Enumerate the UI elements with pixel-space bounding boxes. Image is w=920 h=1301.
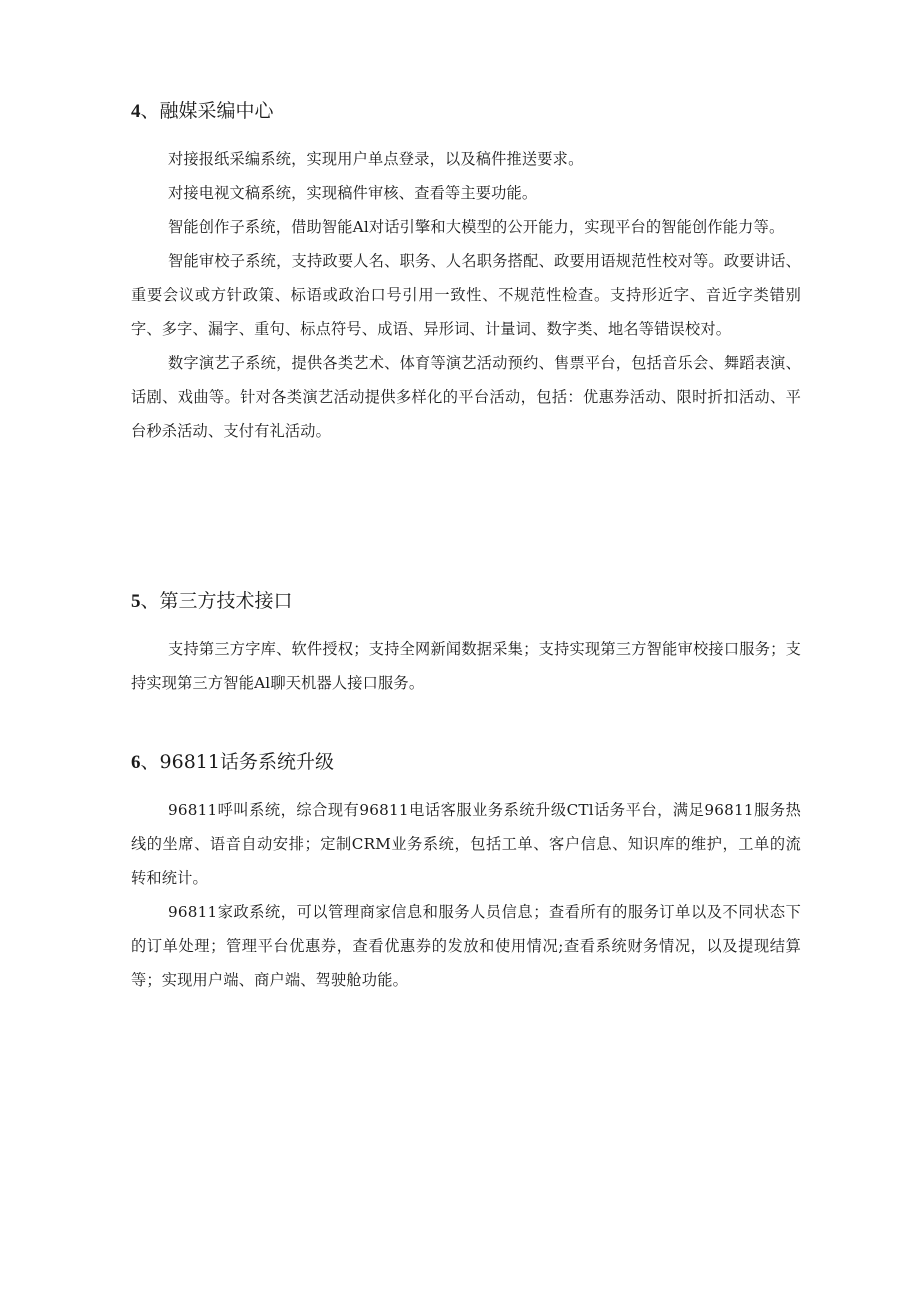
paragraph: 智能创作子系统，借助智能Al对话引擎和大模型的公开能力，实现平台的智能创作能力等。 — [168, 218, 785, 236]
section-6 — [131, 748, 801, 997]
paragraph: 96811呼叫系统，综合现有96811电话客服业务系统升级CTl话务平台，满足96811服务热线的坐席、语音自动安排；定制CRM业务系统，包括工单、客户信息、知识库的维护，工单的流转和统计。 — [131, 801, 801, 887]
section-number: 6 — [131, 752, 141, 773]
section-separator: 、 — [140, 590, 160, 612]
section-number: 4 — [131, 101, 141, 122]
section-5 — [131, 587, 801, 700]
paragraph: 对接报纸采编系统，实现用户单点登录，以及稿件推送要求。 — [168, 150, 584, 168]
section-4 — [131, 97, 801, 448]
section-body — [131, 793, 801, 997]
section-body — [131, 632, 801, 700]
section-heading — [131, 587, 801, 615]
paragraph: 支持第三方字库、软件授权；支持全网新闻数据采集；支持实现第三方智能审校接口服务；支持实现第三方智能Al聊天机器人接口服务。 — [131, 640, 801, 692]
paragraph: 数字演艺子系统，提供各类艺术、体育等演艺活动预约、售票平台，包括音乐会、舞蹈表演、话剧、戏曲等。针对各类演艺活动提供多样化的平台活动，包括：优惠券活动、限时折扣活动、平台秒杀活动、支付有礼活动。 — [131, 354, 801, 440]
section-number: 5 — [131, 591, 141, 612]
section-body — [131, 142, 801, 448]
paragraph: 智能审校子系统，支持政要人名、职务、人名职务搭配、政要用语规范性校对等。政要讲话、重要会议或方针政策、标语或政治口号引用一致性、不规范性检查。支持形近字、音近字类错别字、多字、漏字、重句、标点符号、成语、异形词、计量词、数字类、地名等错误校对。 — [131, 252, 801, 338]
section-title: 第三方技术接口 — [159, 590, 293, 612]
paragraph: 对接电视文稿系统，实现稿件审核、查看等主要功能。 — [168, 184, 538, 202]
section-heading — [131, 97, 801, 125]
section-title: 96811话务系统升级 — [159, 751, 334, 773]
section-separator: 、 — [140, 751, 160, 773]
section-title: 融媒采编中心 — [159, 100, 274, 122]
section-heading — [131, 748, 801, 776]
section-separator: 、 — [140, 100, 160, 122]
paragraph: 96811家政系统，可以管理商家信息和服务人员信息；查看所有的服务订单以及不同状态下的订单处理；管理平台优惠券，查看优惠券的发放和使用情况;查看系统财务情况，以及提现结算等；实现用户端、商户端、驾驶舱功能。 — [131, 903, 801, 989]
